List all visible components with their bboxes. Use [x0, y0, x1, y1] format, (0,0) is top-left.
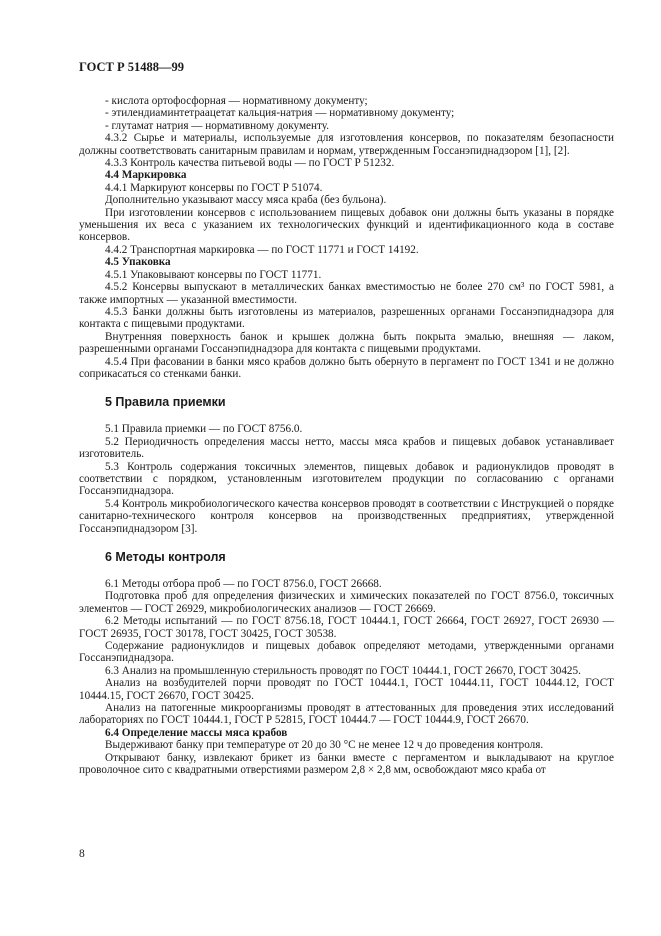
paragraph: 4.5.4 При фасовании в банки мясо крабов должно быть обернуто в пергамент по ГОСТ 1341 и не должно соприкасаться со стенками банки. [79, 355, 614, 380]
paragraph: - кислота ортофосфорная — нормативному документу; [105, 95, 368, 107]
paragraph: Внутренняя поверхность банок и крышек должна быть покрыта эмалью, внешняя — лаком, разрешенными органами Госсанэпиднадзора для контакта с пищевыми продуктами. [79, 330, 614, 356]
paragraph: Открывают банку, извлекают брикет из банки вместе с пергаментом и выкладывают на круглое проволочное сито с квадратными отверстиями размером 2,8 × 2,8 мм, освобождают мясо краба от [79, 751, 614, 777]
paragraph: 5.3 Контроль содержания токсичных элементов, пищевых добавок и радионуклидов проводят в соответствии с порядком, установленным изготовителем продукции по согласованию с органами Госсанэпиднадзора. [79, 460, 614, 498]
section-heading: 6 Методы контроля [105, 550, 226, 564]
section-heading: 5 Правила приемки [105, 395, 226, 410]
paragraph: 6.2 Методы испытаний — по ГОСТ 8756.18, ГОСТ 10444.1, ГОСТ 26664, ГОСТ 26927, ГОСТ 26930 — ГОСТ 26935, ГОСТ 30178, ГОСТ 30425, ГОСТ 30538. [79, 615, 614, 640]
paragraph: 4.5.3 Банки должны быть изготовлены из материалов, разрешенных органами Госсанэпиднадзора для контакта с пищевыми продуктами. [79, 305, 614, 331]
paragraph: Выдерживают банку при температуре от 20 до 30 °С не менее 12 ч до проведения контроля. [105, 739, 544, 752]
document-body [79, 95, 614, 777]
paragraph: 4.4.1 Маркируют консервы по ГОСТ Р 51074. [105, 181, 323, 194]
paragraph: 4.3.3 Контроль качества питьевой воды — по ГОСТ Р 51232. [105, 157, 395, 170]
paragraph: 5.1 Правила приемки — по ГОСТ 8756.0. [105, 423, 303, 436]
subsection-heading: 4.4 Маркировка [105, 169, 187, 182]
paragraph: 4.5.2 Консервы выпускают в металлических банках вместимостью не более 270 см³ по ГОСТ 5981, а также импортных — указанной вместимости. [79, 281, 614, 306]
paragraph: Дополнительно указывают массу мяса краба (без бульона). [105, 194, 387, 207]
paragraph: 5.4 Контроль микробиологического качества консервов проводят в соответствии с Инструкцией о порядке санитарно-технического контроля консервов на производственных предприятиях, утвержденной Госсанэпиднадзором [3]. [79, 497, 614, 535]
paragraph: 4.5.1 Упаковывают консервы по ГОСТ 11771. [105, 268, 322, 281]
subsection-heading: 4.5 Упаковка [105, 256, 171, 269]
paragraph: Подготовка проб для определения физических и химических показателей по ГОСТ 8756.0, токсичных элементов — ГОСТ 26929, микробиологических анализов — ГОСТ 26669. [79, 590, 614, 615]
paragraph: 5.2 Периодичность определения массы нетто, массы мяса крабов и пищевых добавок устанавливает изготовитель. [79, 435, 614, 461]
subsection-heading: 6.4 Определение массы мяса крабов [105, 726, 288, 739]
paragraph: 4.3.2 Сырье и материалы, используемые для изготовления консервов, по показателям безопасности должны соответствовать санитарным правилам и нормам, утвержденным Госсанэпиднадзором [1], [2]. [79, 132, 614, 157]
paragraph: Анализ на патогенные микроорганизмы проводят в аттестованных для проведения этих исследований лабораториях по ГОСТ 10444.1, ГОСТ Р 52815, ГОСТ 10444.7 — ГОСТ 10444.9, ГОСТ 26670. [79, 702, 614, 727]
paragraph: Анализ на возбудителей порчи проводят по ГОСТ 10444.1, ГОСТ 10444.11, ГОСТ 10444.12, ГОСТ 10444.15, ГОСТ 26670, ГОСТ 30425. [79, 677, 614, 702]
paragraph: - этилендиаминтетраацетат кальция-натрия — нормативному документу; [105, 107, 455, 120]
paragraph: - глутамат натрия — нормативному документу. [105, 119, 330, 132]
paragraph: Содержание радионуклидов и пищевых добавок определяют методами, утвержденными органами Госсанэпиднадзора. [79, 640, 614, 665]
paragraph: 6.1 Методы отбора проб — по ГОСТ 8756.0, ГОСТ 26668. [105, 578, 382, 590]
page-number: 8 [79, 848, 85, 860]
paragraph: 4.4.2 Транспортная маркировка — по ГОСТ 11771 и ГОСТ 14192. [105, 243, 419, 256]
document-header: ГОСТ Р 51488—99 [79, 60, 185, 74]
paragraph: При изготовлении консервов с использованием пищевых добавок они должны быть указаны в порядке уменьшения их веса с указанием их технологических функций и идентификационного кода в составе консервов. [79, 206, 614, 244]
paragraph: 6.3 Анализ на промышленную стерильность проводят по ГОСТ 10444.1, ГОСТ 26670, ГОСТ 30425. [105, 664, 581, 677]
